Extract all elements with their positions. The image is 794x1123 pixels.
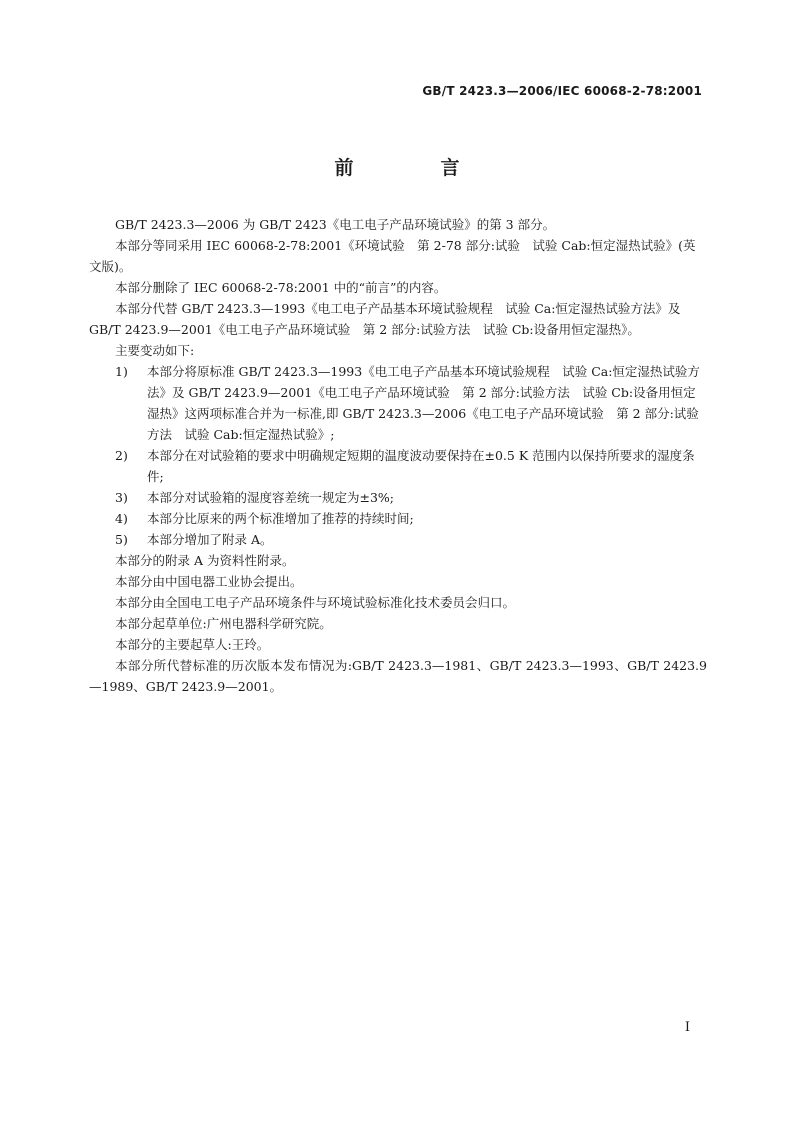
change-item-text: 本部分将原标准 GB/T 2423.3—1993《电工电子产品基本环境试验规程 试验 Ca:恒定湿热试验方法》及 GB/T 2423.9—2001《电工电子产品环境试验 第 2 部分:试验方法 试验 Cb:设备用恒定湿热》这两项标准合并为一标准,即 GB/T 2423.3—2006《电工电子产品环境试验 第 2 部分:试验方法 试验 Cab:恒定湿热试验》; xyxy=(147,364,700,442)
change-item xyxy=(89,445,707,487)
change-item xyxy=(89,529,707,550)
change-item-text: 本部分比原来的两个标准增加了推荐的持续时间; xyxy=(147,511,414,526)
change-item-number: 5) xyxy=(115,532,128,547)
change-item-number: 4) xyxy=(115,511,128,526)
paragraph-changes-intro: 主要变动如下: xyxy=(115,343,195,358)
paragraph-drafters: 本部分的主要起草人:王玲。 xyxy=(115,637,270,652)
paragraph-version-history: 本部分所代替标准的历次版本发布情况为:GB/T 2423.3—1981、GB/T 2423.3—1993、GB/T 2423.9—1989、GB/T 2423.9—2001。 xyxy=(89,658,707,694)
paragraph-drafting-unit: 本部分起草单位:广州电器科学研究院。 xyxy=(115,616,332,631)
paragraph-replacement: 本部分代替 GB/T 2423.3—1993《电工电子产品基本环境试验规程 试验 Ca:恒定湿热试验方法》及 GB/T 2423.9—2001《电工电子产品环境试验 第 2 部分:试验方法 试验 Cb:设备用恒定湿热》。 xyxy=(89,301,681,337)
change-item xyxy=(89,508,707,529)
change-item-text: 本部分对试验箱的湿度容差统一规定为±3%; xyxy=(147,490,395,505)
paragraph-deletion: 本部分删除了 IEC 60068-2-78:2001 中的“前言”的内容。 xyxy=(115,280,447,295)
standard-number-header: GB/T 2423.3—2006/IEC 60068-2-78:2001 xyxy=(422,84,702,98)
change-item-number: 2) xyxy=(115,448,128,463)
paragraph-part-info: GB/T 2423.3—2006 为 GB/T 2423《电工电子产品环境试验》的第 3 部分。 xyxy=(115,217,556,232)
paragraph-committee: 本部分由全国电工电子产品环境条件与环境试验标准化技术委员会归口。 xyxy=(115,595,516,610)
page-number: I xyxy=(684,1020,690,1035)
paragraph-adoption: 本部分等同采用 IEC 60068-2-78:2001《环境试验 第 2-78 部分:试验 试验 Cab:恒定湿热试验》(英文版)。 xyxy=(89,238,696,274)
change-item-number: 3) xyxy=(115,490,128,505)
change-item-number: 1) xyxy=(115,364,128,379)
page-title: 前 言 xyxy=(334,157,494,179)
change-item xyxy=(89,487,707,508)
paragraph-proposer: 本部分由中国电器工业协会提出。 xyxy=(115,574,303,589)
change-item-text: 本部分在对试验箱的要求中明确规定短期的温度波动要保持在±0.5 K 范围内以保持所要求的湿度条件; xyxy=(147,448,695,484)
change-item xyxy=(89,361,707,445)
paragraph-annex: 本部分的附录 A 为资料性附录。 xyxy=(115,553,295,568)
foreword-body xyxy=(89,214,707,697)
change-item-text: 本部分增加了附录 A。 xyxy=(147,532,273,547)
